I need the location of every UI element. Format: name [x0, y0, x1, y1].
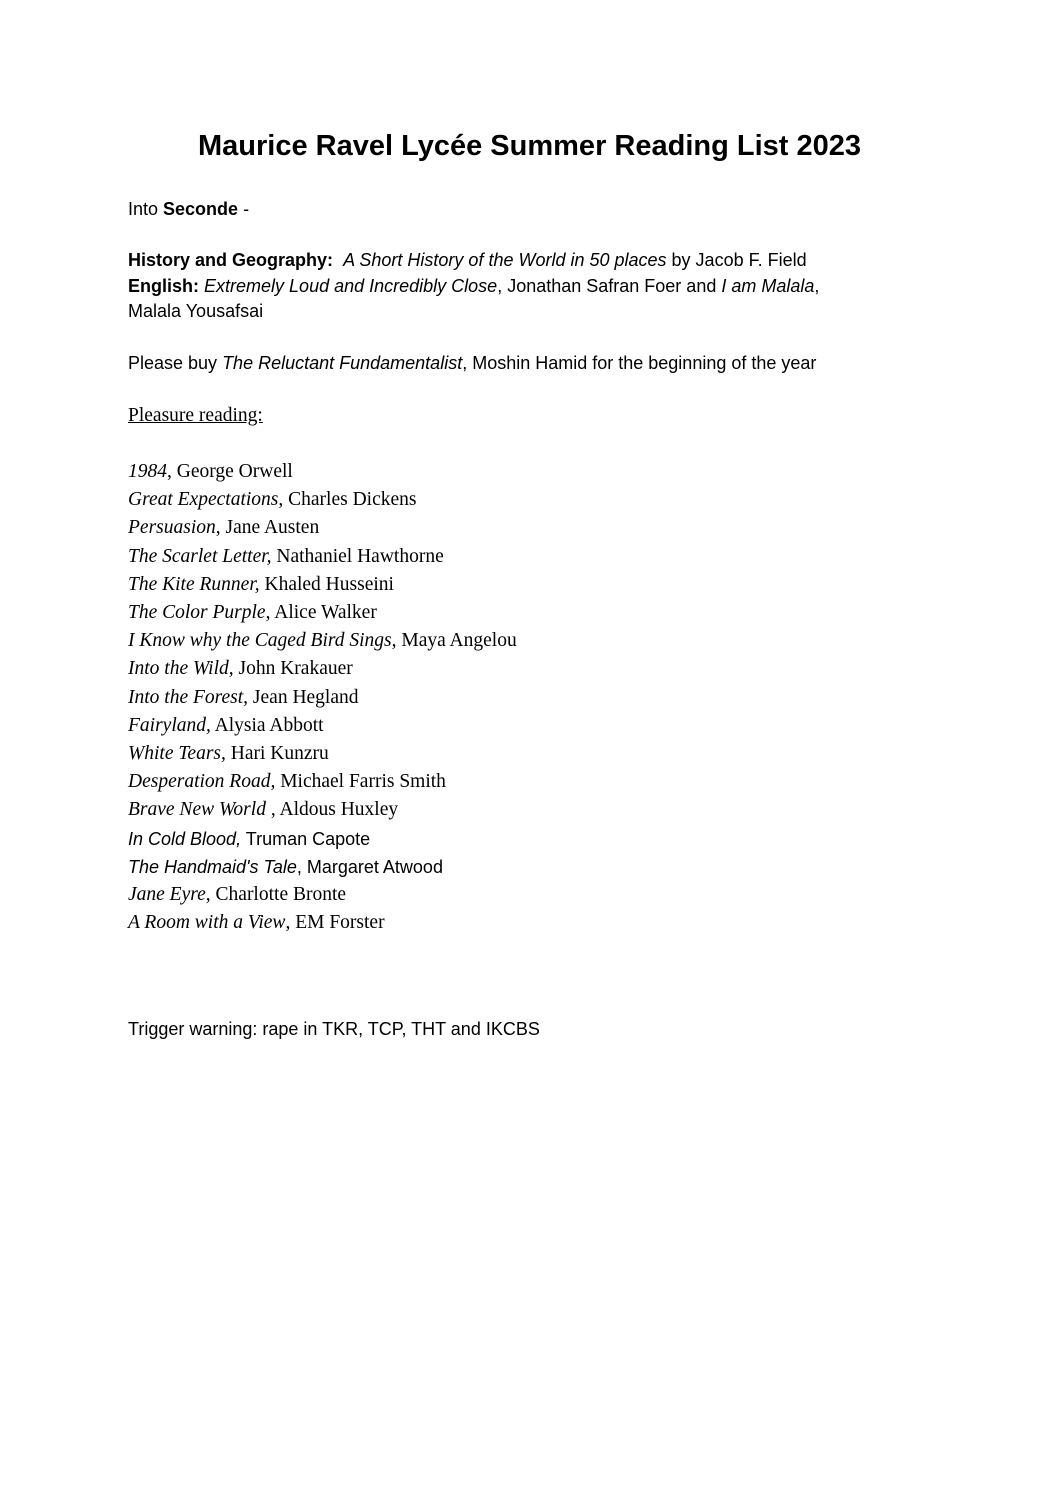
book-author: , Jane Austen — [215, 517, 320, 539]
list-item — [128, 768, 446, 796]
buy-book: The Reluctant Fundamentalist — [222, 353, 463, 373]
book-author: Michael Farris Smith — [275, 771, 446, 793]
list-item — [128, 712, 324, 740]
list-item — [128, 881, 346, 909]
history-book: A Short History of the World in 50 places — [343, 250, 667, 270]
book-title: 1984 — [128, 461, 167, 482]
list-item — [128, 543, 444, 571]
book-author: , George Orwell — [167, 461, 293, 482]
book-author: , Charlotte Bronte — [205, 884, 347, 905]
book-title: I Know why the Caged Bird Sings — [128, 630, 392, 652]
book-title: Great Expectations — [128, 489, 279, 511]
book-author: , EM Forster — [285, 912, 385, 934]
intro-prefix: Into — [128, 199, 164, 219]
book-title: Into the Wild, — [128, 658, 234, 680]
english-colon: : — [193, 276, 200, 296]
book-author: Khaled Husseini — [259, 573, 394, 595]
english-mid: , Jonathan Safran Foer and — [497, 276, 722, 296]
book-title: Fairyland, — [128, 714, 211, 736]
list-item — [128, 599, 377, 627]
intro-suffix: - — [238, 199, 250, 219]
book-author: , Aldous Huxley — [265, 799, 399, 821]
buy-line — [128, 350, 816, 376]
list-item — [128, 486, 416, 514]
english-line — [128, 273, 819, 299]
list-item — [128, 627, 517, 655]
book-title: Into the Forest, — [128, 686, 249, 708]
list-item — [128, 853, 443, 881]
book-title: A Room with a View — [128, 912, 286, 934]
history-label: History and Geography — [128, 250, 328, 270]
book-title: The Color Purple — [128, 602, 266, 623]
trigger-warning: Trigger warning: rape in TKR, TCP, THT and IKCBS — [128, 1019, 540, 1039]
history-line — [128, 247, 807, 273]
list-item — [128, 825, 370, 853]
book-author: , Charles Dickens — [278, 489, 417, 511]
book-author: , Margaret Atwood — [296, 856, 443, 877]
book-title: White Tears, — [128, 743, 226, 764]
book-author: Truman Capote — [241, 828, 371, 849]
list-item — [128, 909, 385, 937]
book-author: , Alice Walker — [265, 602, 377, 623]
intro-level: Seconde — [163, 199, 239, 219]
book-author: Hari Kunzru — [225, 743, 329, 764]
book-title: Persuasion — [128, 517, 216, 539]
buy-prefix: Please buy — [128, 353, 223, 373]
history-author: by Jacob F. Field — [666, 250, 807, 270]
list-item — [128, 571, 394, 599]
book-title: Jane Eyre — [128, 884, 206, 905]
list-item — [128, 740, 329, 768]
list-item — [128, 684, 359, 712]
book-title: Desperation Road, — [128, 771, 276, 793]
intro-line — [128, 196, 249, 222]
list-item — [128, 458, 293, 486]
book-author: , Maya Angelou — [391, 630, 517, 652]
english-book-1: Extremely Loud and Incredibly Close — [204, 276, 498, 296]
buy-rest: , Moshin Hamid for the beginning of the year — [462, 353, 817, 373]
book-author: John Krakauer — [233, 658, 353, 680]
pleasure-heading: Pleasure reading: — [128, 405, 263, 426]
english-label: English — [128, 276, 194, 296]
book-title: In Cold Blood, — [128, 828, 242, 849]
book-author: Nathaniel Hawthorne — [271, 545, 444, 567]
list-item — [128, 514, 319, 542]
book-title: The Kite Runner, — [128, 573, 260, 595]
english-book-2: I am Malala — [721, 276, 815, 296]
list-item — [128, 796, 398, 824]
book-title: The Scarlet Letter, — [128, 545, 272, 567]
book-author: Alysia Abbott — [210, 714, 324, 736]
page-title: Maurice Ravel Lycée Summer Reading List 2023 — [198, 130, 861, 162]
book-author: Jean Hegland — [248, 686, 359, 708]
english-author-line: Malala Yousafsai — [128, 301, 264, 321]
english-trail: , — [814, 276, 820, 296]
book-title: The Handmaid's Tale — [128, 856, 297, 877]
book-title: Brave New World — [128, 799, 266, 821]
history-colon: : — [327, 250, 334, 270]
list-item — [128, 655, 353, 683]
